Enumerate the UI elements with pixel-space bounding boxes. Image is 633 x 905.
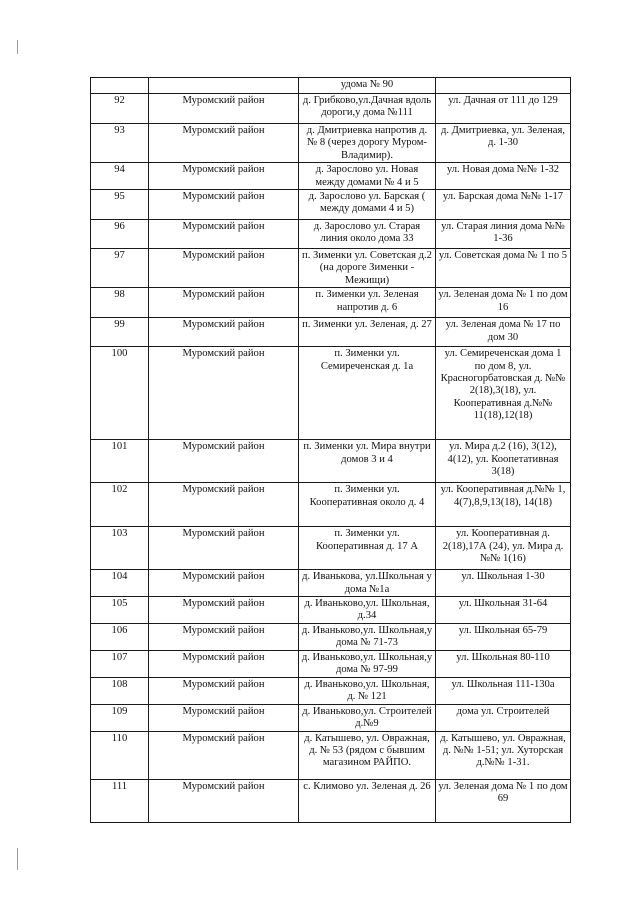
cell-number: 111 xyxy=(91,779,149,822)
cell-streets xyxy=(436,78,571,94)
cell-number: 100 xyxy=(91,347,149,440)
cell-number xyxy=(91,78,149,94)
cell-location: д. Иваньково,ул. Строителей д.№9 xyxy=(299,704,436,731)
table-row xyxy=(91,650,571,677)
cell-streets: ул. Дачная от 111 до 129 xyxy=(436,94,571,124)
cell-streets: ул. Семиреченская дома 1 по дом 8, ул. Красногорбатовская д. №№ 2(18),3(18), ул. Кооперативная д.№№ 11(18),12(18) xyxy=(436,347,571,440)
cell-location: удома № 90 xyxy=(299,78,436,94)
cell-location: п. Зименки ул. Советская д.2 (на дороге Зименки - Межищи) xyxy=(299,249,436,288)
table-row xyxy=(91,440,571,483)
cell-location: д. Иваньково,ул. Школьная, д.34 xyxy=(299,597,436,624)
cell-streets: д. Дмитриевка, ул. Зеленая, д. 1-30 xyxy=(436,124,571,163)
cell-location: п. Зименки ул. Кооперативная д. 17 А xyxy=(299,527,436,570)
cell-location: п. Зименки ул. Мира внутри домов 3 и 4 xyxy=(299,440,436,483)
cell-location: п. Зименки ул. Зеленая, д. 27 xyxy=(299,318,436,347)
cell-number: 105 xyxy=(91,597,149,624)
cell-location: д. Зарослово ул. Новая между домами № 4 и 5 xyxy=(299,163,436,190)
cell-location: д. Катышево, ул. Овражная, д. № 53 (рядом с бывшим магазином РАЙПО. xyxy=(299,731,436,779)
cell-district: Муромский район xyxy=(149,190,299,220)
cell-streets: ул. Школьная 65-79 xyxy=(436,623,571,650)
cell-district: Муромский район xyxy=(149,570,299,597)
cell-location: д. Грибково,ул.Дачная вдоль дороги,у дома №111 xyxy=(299,94,436,124)
cell-district: Муромский район xyxy=(149,347,299,440)
cell-streets: ул. Школьная 80-110 xyxy=(436,650,571,677)
cell-location: д. Иваньково,ул. Школьная,у дома № 97-99 xyxy=(299,650,436,677)
cell-number: 104 xyxy=(91,570,149,597)
table-row xyxy=(91,779,571,822)
cell-number: 106 xyxy=(91,623,149,650)
cell-district: Муромский район xyxy=(149,249,299,288)
cell-number: 99 xyxy=(91,318,149,347)
cell-streets: ул. Кооперативная д. 2(18),17А (24), ул. Мира д. №№ 1(16) xyxy=(436,527,571,570)
cell-district: Муромский район xyxy=(149,163,299,190)
table-row xyxy=(91,318,571,347)
cell-district: Муромский район xyxy=(149,779,299,822)
cell-streets: ул. Зеленая дома № 17 по дом 30 xyxy=(436,318,571,347)
cell-district: Муромский район xyxy=(149,483,299,527)
locations-table xyxy=(90,77,571,823)
scan-margin-mark xyxy=(17,40,18,54)
cell-number: 103 xyxy=(91,527,149,570)
cell-number: 102 xyxy=(91,483,149,527)
cell-location: д. Иванькова, ул.Школьная у дома №1а xyxy=(299,570,436,597)
cell-streets: дома ул. Строителей xyxy=(436,704,571,731)
table-row xyxy=(91,288,571,318)
cell-district: Муромский район xyxy=(149,318,299,347)
cell-location: д. Зарослово ул. Старая линия около дома 33 xyxy=(299,220,436,249)
cell-number: 94 xyxy=(91,163,149,190)
cell-district: Муромский район xyxy=(149,650,299,677)
cell-streets: ул. Зеленая дома № 1 по дом 69 xyxy=(436,779,571,822)
cell-streets: ул. Старая линия дома №№ 1-36 xyxy=(436,220,571,249)
cell-district: Муромский район xyxy=(149,124,299,163)
scan-margin-mark xyxy=(17,848,18,870)
cell-streets: ул. Школьная 31-64 xyxy=(436,597,571,624)
cell-district: Муромский район xyxy=(149,623,299,650)
cell-number: 96 xyxy=(91,220,149,249)
table-row xyxy=(91,163,571,190)
cell-district xyxy=(149,78,299,94)
table-row xyxy=(91,677,571,704)
table-row xyxy=(91,527,571,570)
cell-district: Муромский район xyxy=(149,220,299,249)
cell-streets: ул. Мира д.2 (16), 3(12), 4(12), ул. Коопетативная 3(18) xyxy=(436,440,571,483)
cell-streets: ул. Школьная 1-30 xyxy=(436,570,571,597)
cell-location: д. Зарослово ул. Барская ( между домами 4 и 5) xyxy=(299,190,436,220)
cell-streets: ул. Советская дома № 1 по 5 xyxy=(436,249,571,288)
table-row xyxy=(91,704,571,731)
cell-streets: ул. Новая дома №№ 1-32 xyxy=(436,163,571,190)
table-row xyxy=(91,570,571,597)
cell-district: Муромский район xyxy=(149,597,299,624)
table-row xyxy=(91,483,571,527)
cell-streets: ул. Зеленая дома № 1 по дом 16 xyxy=(436,288,571,318)
table-row xyxy=(91,124,571,163)
cell-number: 93 xyxy=(91,124,149,163)
table-row xyxy=(91,249,571,288)
cell-streets: ул. Барская дома №№ 1-17 xyxy=(436,190,571,220)
cell-number: 107 xyxy=(91,650,149,677)
table-body xyxy=(91,78,571,823)
cell-number: 101 xyxy=(91,440,149,483)
table-row-continuation xyxy=(91,78,571,94)
table-row xyxy=(91,347,571,440)
table-row xyxy=(91,190,571,220)
cell-number: 92 xyxy=(91,94,149,124)
cell-location: с. Климово ул. Зеленая д. 26 xyxy=(299,779,436,822)
cell-district: Муромский район xyxy=(149,288,299,318)
cell-number: 98 xyxy=(91,288,149,318)
cell-location: д. Дмитриевка напротив д. № 8 (через дорогу Муром-Владимир). xyxy=(299,124,436,163)
cell-district: Муромский район xyxy=(149,440,299,483)
table-row xyxy=(91,220,571,249)
table-row xyxy=(91,94,571,124)
cell-streets: ул. Кооперативная д.№№ 1, 4(7),8,9,13(18), 14(18) xyxy=(436,483,571,527)
cell-district: Муромский район xyxy=(149,704,299,731)
cell-number: 108 xyxy=(91,677,149,704)
cell-district: Муромский район xyxy=(149,527,299,570)
cell-location: п. Зименки ул. Зеленая напротив д. 6 xyxy=(299,288,436,318)
cell-district: Муромский район xyxy=(149,731,299,779)
cell-streets: д. Катышево, ул. Овражная, д. №№ 1-51; ул. Хуторская д.№№ 1-31. xyxy=(436,731,571,779)
cell-number: 95 xyxy=(91,190,149,220)
table-row xyxy=(91,597,571,624)
cell-district: Муромский район xyxy=(149,94,299,124)
cell-location: п. Зименки ул. Кооперативная около д. 4 xyxy=(299,483,436,527)
cell-number: 110 xyxy=(91,731,149,779)
table-row xyxy=(91,731,571,779)
table-row xyxy=(91,623,571,650)
cell-location: д. Иваньково,ул. Школьная,у дома № 71-73 xyxy=(299,623,436,650)
cell-location: д. Иваньково,ул. Школьная, д. № 121 xyxy=(299,677,436,704)
cell-number: 109 xyxy=(91,704,149,731)
cell-number: 97 xyxy=(91,249,149,288)
cell-streets: ул. Школьная 111-130а xyxy=(436,677,571,704)
cell-district: Муромский район xyxy=(149,677,299,704)
cell-location: п. Зименки ул. Семиреченская д. 1а xyxy=(299,347,436,440)
